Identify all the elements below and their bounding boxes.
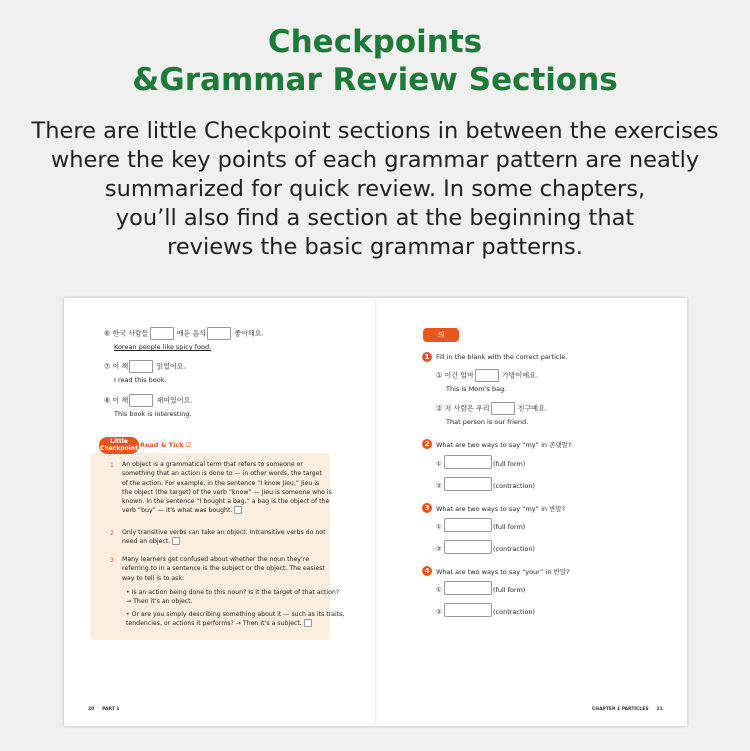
tick-checkbox[interactable] <box>172 537 180 545</box>
checkpoint-item-number: 1 <box>110 462 114 469</box>
page-number-right: CHAPTER 1 PARTICLES 21 <box>592 707 663 712</box>
answer-box[interactable] <box>150 327 174 340</box>
checkpoint-line: known. In the sentence “I bought a bag,” a bag is the object of the <box>122 498 330 506</box>
checkpoint-item-number: 2 <box>110 530 114 537</box>
form-label: (full form) <box>493 586 526 594</box>
page-subtitle: &Grammar Review Sections <box>132 62 618 98</box>
q1-translation: That person is our friend. <box>446 418 529 426</box>
badge-line: Checkpoint <box>100 445 138 452</box>
checkpoint-item-3 <box>122 555 325 583</box>
circled-number: ① <box>436 523 442 531</box>
page-number-left: 20 PART 1 <box>88 707 120 712</box>
book-fold <box>375 298 377 726</box>
question-number: 1 <box>422 352 432 362</box>
checkpoint-line: verb “buy” — it’s what was bought. <box>122 506 332 515</box>
read-tick-label: Read & Tick ☑ <box>140 441 192 449</box>
exercise-6 <box>104 327 264 340</box>
q1-item-1: ① 이건 엄마 가방이에요. <box>436 369 538 382</box>
answer-input[interactable] <box>444 540 492 554</box>
question-number: 2 <box>422 439 432 449</box>
exercise-text: 좋아해요. <box>234 329 264 338</box>
checkpoint-line: Many learners get confused about whether the noun they’re <box>122 556 310 563</box>
tick-checkbox[interactable] <box>234 506 242 514</box>
answer-input[interactable] <box>444 603 492 617</box>
exercise-text: 재미있어요. <box>156 396 193 405</box>
checkpoint-item-number: 3 <box>110 557 114 564</box>
book-spread <box>64 298 687 726</box>
exercise-text: 한국 사람들 <box>112 329 149 338</box>
exercise-text: 매운 음식 <box>176 329 207 338</box>
checkpoint-line: tendencies, or actions it performs? → Then it’s a subject. <box>126 619 344 628</box>
question-number: 4 <box>422 566 432 576</box>
exercise-translation: This book is interesting. <box>114 410 192 418</box>
chapter-tab: 의 <box>423 328 459 342</box>
checkpoint-bullet-2 <box>126 610 344 629</box>
answer-box[interactable] <box>129 360 153 373</box>
checkpoint-line: Only transitive verbs can take an object. Intransitive verbs do not <box>122 529 326 536</box>
description-line: where the key points of each grammar pattern are neatly <box>50 147 700 173</box>
form-label: (contraction) <box>493 482 535 490</box>
q1-translation: This is Mom’s bag. <box>446 385 507 393</box>
answer-input[interactable] <box>444 581 492 595</box>
description-line: summarized for quick review. In some chapters, <box>104 176 646 202</box>
answer-input[interactable] <box>444 455 492 469</box>
form-label: (full form) <box>493 523 526 531</box>
checkpoint-bullet-1 <box>126 588 339 607</box>
checkpoint-line: An object is a grammatical term that refers to someone or <box>122 461 303 468</box>
exercise-text: 읽었어요. <box>156 362 186 371</box>
checkpoint-line: something that an action is done to — in other words, the target <box>122 470 322 478</box>
circled-number: ② <box>436 608 442 616</box>
checkpoint-line: referring to in a sentence is the subject or the object. The easiest <box>122 565 325 573</box>
exercise-text: 이 책 <box>112 362 129 371</box>
question-4: What are two ways to say “your” in 반말? <box>436 568 570 576</box>
exercise-translation: Korean people like spicy food. <box>114 343 212 351</box>
question-2: What are two ways to say “my” in 존댓말? <box>436 441 572 449</box>
checkpoint-badge <box>99 437 139 454</box>
description-line: reviews the basic grammar patterns. <box>167 234 583 260</box>
question-1: Fill in the blank with the correct particle. <box>436 353 568 361</box>
description-line: you’ll also find a section at the beginning that <box>115 205 635 231</box>
exercise-translation: I read this book. <box>114 376 167 384</box>
q1-item-2: ② 저 사람은 우리 친구예요. <box>436 402 547 415</box>
answer-input[interactable] <box>444 518 492 532</box>
checkpoint-line: • Is an action being done to this noun? Is it the target of that action? <box>126 589 340 596</box>
badge-line: Little <box>110 438 128 445</box>
circled-number: ② <box>436 482 442 490</box>
circled-number: ① <box>436 460 442 468</box>
checkpoint-item-1 <box>122 460 332 516</box>
checkpoint-line: • Or are you simply describing something about it — such as its traits, <box>126 611 345 618</box>
checkpoint-item-2 <box>122 528 326 547</box>
circled-number: ① <box>436 586 442 594</box>
answer-box[interactable] <box>475 369 499 382</box>
form-label: (full form) <box>493 460 526 468</box>
checkpoint-line: the object (the target) of the verb “know” — Jieu is someone who is <box>122 488 332 496</box>
circled-number: ② <box>436 545 442 553</box>
answer-box[interactable] <box>129 394 153 407</box>
exercise-number: ⑦ <box>104 362 111 371</box>
question-number: 3 <box>422 503 432 513</box>
question-3: What are two ways to say “my” in 반말? <box>436 505 566 513</box>
exercise-8 <box>104 394 193 407</box>
description <box>20 117 730 262</box>
form-label: (contraction) <box>493 608 535 616</box>
description-line: There are little Checkpoint sections in between the exercises <box>31 118 719 144</box>
page-title: Checkpoints <box>267 24 483 60</box>
exercise-text: 이 책 <box>112 396 129 405</box>
checkpoint-line: need an object. <box>122 537 326 546</box>
exercise-number: ⑧ <box>104 396 111 405</box>
checkpoint-line: way to tell is to ask: <box>122 574 185 582</box>
tick-checkbox[interactable] <box>304 619 312 627</box>
exercise-number: ⑥ <box>104 329 111 338</box>
answer-box[interactable] <box>207 327 231 340</box>
checkpoint-line: of the action. For example, in the sentence “I know Jieu,” Jieu is <box>122 479 320 487</box>
answer-input[interactable] <box>444 477 492 491</box>
checkpoint-line: → Then it’s an object. <box>126 598 193 606</box>
form-label: (contraction) <box>493 545 535 553</box>
answer-box[interactable] <box>491 402 515 415</box>
exercise-7 <box>104 360 186 373</box>
